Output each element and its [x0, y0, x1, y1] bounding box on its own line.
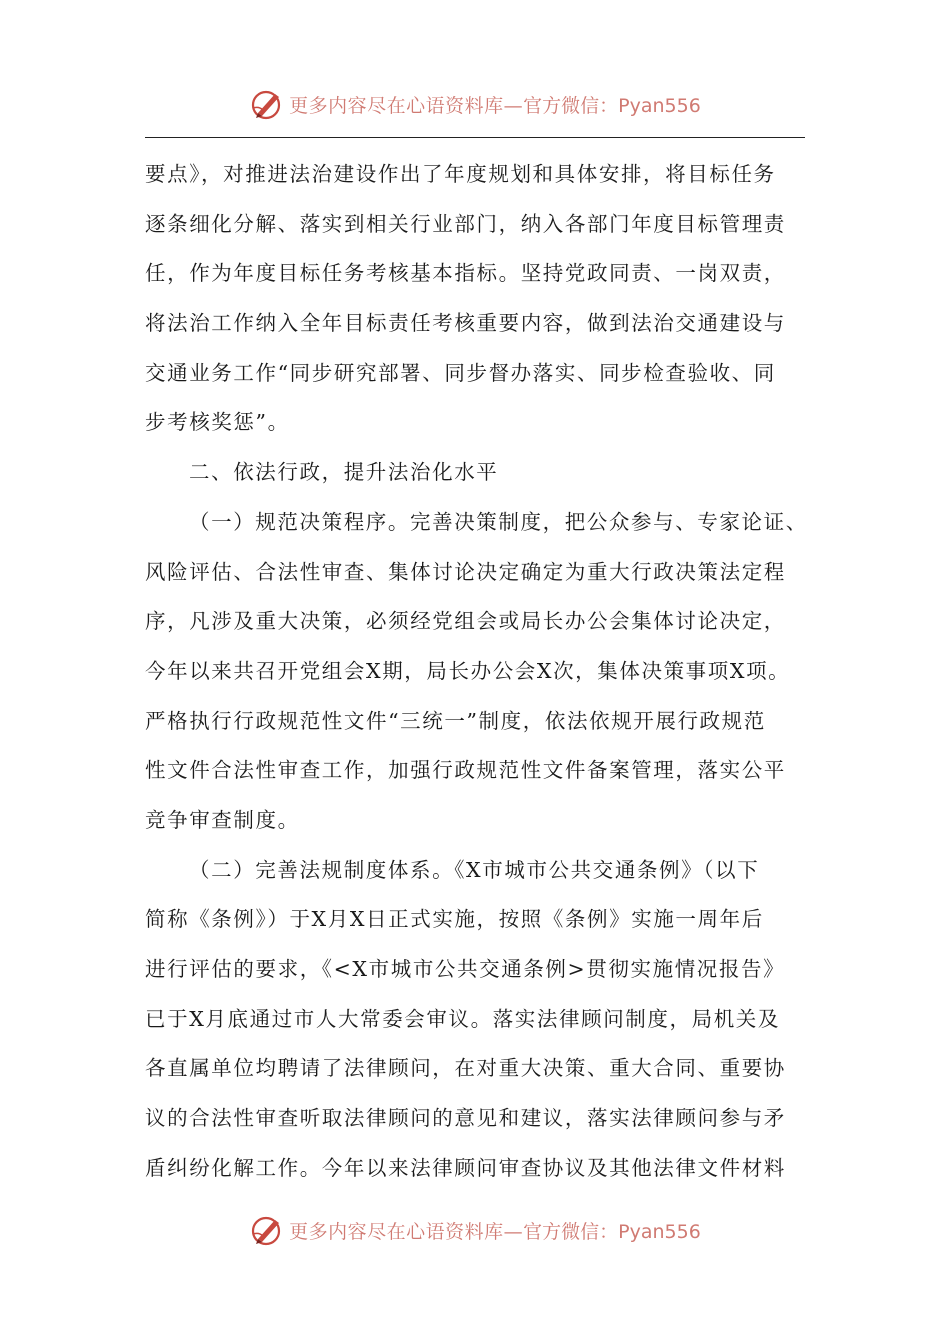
text-line: 进行评估的要求，《<X市城市公共交通条例>贯彻实施情况报告》: [145, 957, 786, 981]
document-body: [145, 150, 825, 1193]
header-watermark: [0, 84, 950, 124]
text-line: 盾纠纷化解工作。今年以来法律顾问审查协议及其他法律文件材料: [145, 1155, 786, 1180]
watermark-wechat: 官方微信：Pyan556: [523, 94, 701, 117]
text-line: 步考核奖惩”。: [145, 410, 290, 435]
watermark-text: 更多内容尽在心语资料库—: [289, 1220, 524, 1243]
text-line: 风险评估、合法性审查、集体讨论决定确定为重大行政决策法定程: [145, 559, 786, 584]
text-line: 各直属单位均聘请了法律顾问，在对重大决策、重大合同、重要协: [145, 1056, 786, 1081]
text-line: 逐条细化分解、落实到相关行业部门，纳入各部门年度目标管理责: [145, 211, 786, 236]
paragraph-first-line: 二、依法行政，提升法治化水平: [189, 460, 499, 485]
footer-watermark: [0, 1210, 950, 1250]
pen-logo-icon: [249, 86, 285, 122]
text-line: 序，凡涉及重大决策，必须经党组会或局长办公会集体讨论决定，: [145, 609, 786, 634]
text-line: 简称《条例》）于X月X日正式实施，按照《条例》实施一周年后: [145, 907, 764, 932]
text-line: 严格执行行政规范性文件“三统一”制度，依法依规开展行政规范: [145, 708, 766, 733]
watermark-text: 更多内容尽在心语资料库—: [289, 94, 524, 117]
text-line: 将法治工作纳入全年目标责任考核重要内容，做到法治交通建设与: [145, 311, 786, 336]
text-line: 已于X月底通过市人大常委会审议。落实法律顾问制度，局机关及: [145, 1006, 780, 1031]
text-line: 竞争审查制度。: [145, 807, 300, 832]
header-divider: [145, 137, 805, 138]
paragraph-first-line: （二）完善法规制度体系。《X市城市公共交通条例》（以下: [189, 857, 760, 882]
watermark-wechat: 官方微信：Pyan556: [523, 1220, 701, 1243]
text-line: 议的合法性审查听取法律顾问的意见和建议，落实法律顾问参与矛: [145, 1106, 786, 1131]
text-line: 任，作为年度目标任务考核基本指标。坚持党政同责、一岗双责，: [145, 261, 786, 286]
pen-logo-icon: [249, 1212, 285, 1248]
text-line: 今年以来共召开党组会X期，局长办公会X次，集体决策事项X项。: [145, 658, 791, 683]
text-line: 性文件合法性审查工作，加强行政规范性文件备案管理，落实公平: [145, 758, 786, 783]
text-line: 交通业务工作“同步研究部署、同步督办落实、同步检查验收、同: [145, 360, 776, 385]
paragraph-first-line: （一）规范决策程序。完善决策制度，把公众参与、专家论证、: [189, 509, 808, 534]
text-line: 要点》，对推进法治建设作出了年度规划和具体安排，将目标任务: [145, 162, 776, 186]
